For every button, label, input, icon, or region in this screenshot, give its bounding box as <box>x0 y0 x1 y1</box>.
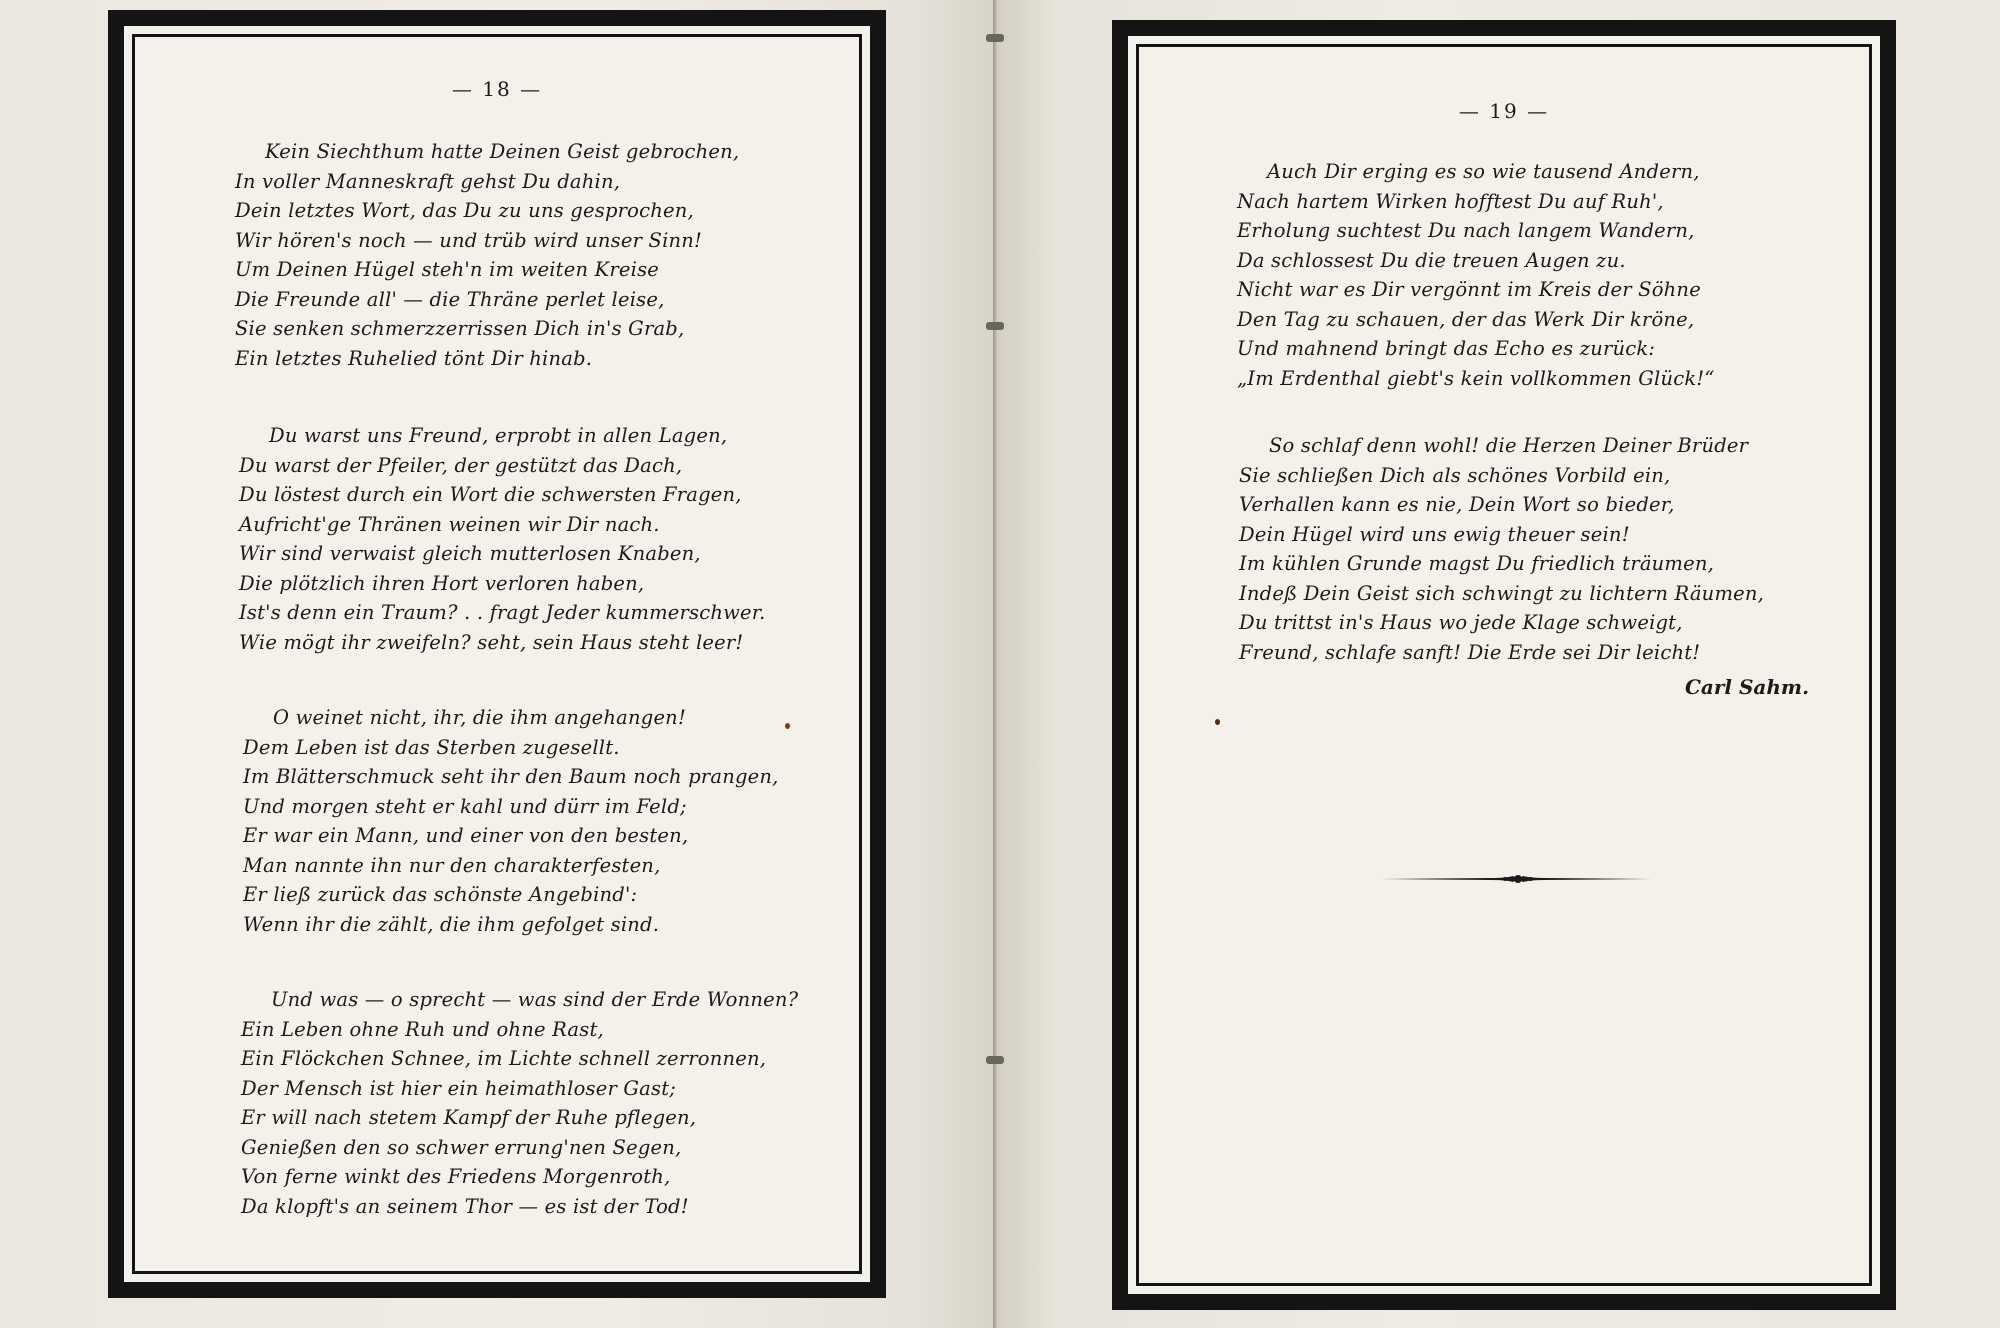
author-signature: Carl Sahm. <box>1685 675 1810 699</box>
page-number-18: — 18 — <box>451 77 543 101</box>
verse-line: Er will nach stetem Kampf der Ruhe pflegen, <box>241 1106 697 1129</box>
verse-line: Du warst der Pfeiler, der gestützt das Dach, <box>239 453 683 477</box>
verse-line: Er war ein Mann, und einer von den besten, <box>243 824 689 847</box>
binding-stitch <box>986 34 1004 42</box>
verse-line: Den Tag zu schauen, der das Werk Dir kröne, <box>1237 307 1695 331</box>
verse-line: Im kühlen Grunde magst Du friedlich träumen, <box>1239 552 1715 575</box>
verse-line: Nicht war es Dir vergönnt im Kreis der Söhne <box>1237 278 1701 301</box>
paper-fleck <box>785 723 790 729</box>
verse-line: Der Mensch ist hier ein heimathloser Gast; <box>241 1076 677 1100</box>
verse-line: In voller Manneskraft gehst Du dahin, <box>235 169 621 193</box>
verse-line: Verhallen kann es nie, Dein Wort so bieder, <box>1239 493 1675 516</box>
verse-line: Kein Siechthum hatte Deinen Geist gebrochen, <box>265 140 740 163</box>
right-stanza-1 <box>1237 157 1715 393</box>
binding-stitch <box>986 322 1004 330</box>
verse-line: Da schlossest Du die treuen Augen zu. <box>1237 248 1626 272</box>
verse-line: Da klopft's an seinem Thor — es ist der Tod! <box>241 1194 689 1218</box>
verse-line: O weinet nicht, ihr, die ihm angehangen! <box>273 706 686 729</box>
verse-line: Er ließ zurück das schönste Angebind': <box>243 883 638 906</box>
verse-line: Wenn ihr die zählt, die ihm gefolget sind. <box>243 912 660 936</box>
right-page <box>1136 44 1872 1286</box>
right-stanza-2 <box>1239 431 1764 667</box>
verse-line: Die Freunde all' — die Thräne perlet leise, <box>235 287 665 311</box>
left-page <box>132 34 862 1274</box>
ornamental-divider-icon <box>1381 869 1655 889</box>
verse-line: Du löstest durch ein Wort die schwersten Fragen, <box>239 483 742 506</box>
left-stanza-4 <box>241 985 798 1221</box>
verse-line: Aufricht'ge Thränen weinen wir Dir nach. <box>239 512 660 536</box>
verse-line: Erholung suchtest Du nach langem Wandern, <box>1237 219 1695 242</box>
verse-line: Dein letztes Wort, das Du zu uns gesprochen, <box>235 199 694 222</box>
left-stanza-3 <box>243 703 779 939</box>
verse-line: Nach hartem Wirken hofftest Du auf Ruh', <box>1237 189 1664 213</box>
verse-line: So schlaf denn wohl! die Herzen Deiner Brüder <box>1269 434 1749 457</box>
verse-line: Im Blätterschmuck seht ihr den Baum noch prangen, <box>243 765 779 788</box>
verse-line: Freund, schlafe sanft! Die Erde sei Dir leicht! <box>1239 640 1701 664</box>
verse-line: „Im Erdenthal giebt's kein vollkommen Glück!“ <box>1237 366 1715 390</box>
left-stanza-2 <box>239 421 766 657</box>
verse-line: Ist's denn ein Traum? . . fragt Jeder kummerschwer. <box>239 601 766 624</box>
verse-line: Um Deinen Hügel steh'n im weiten Kreise <box>235 258 660 281</box>
verse-line: Auch Dir erging es so wie tausend Andern, <box>1267 160 1700 183</box>
verse-line: Wir hören's noch — und trüb wird unser Sinn! <box>235 228 703 252</box>
binding-stitch <box>986 1056 1004 1064</box>
verse-line: Und was — o sprecht — was sind der Erde Wonnen? <box>271 988 799 1011</box>
page-number-19: — 19 — <box>1458 99 1550 123</box>
verse-line: Und mahnend bringt das Echo es zurück: <box>1237 337 1656 360</box>
left-stanza-1 <box>235 137 739 373</box>
verse-line: Indeß Dein Geist sich schwingt zu lichtern Räumen, <box>1239 581 1765 605</box>
verse-line: Du trittst in's Haus wo jede Klage schweigt, <box>1239 611 1683 634</box>
verse-line: Ein Leben ohne Ruh und ohne Rast, <box>241 1017 604 1041</box>
verse-line: Wir sind verwaist gleich mutterlosen Knaben, <box>239 542 701 565</box>
verse-line: Und morgen steht er kahl und dürr im Feld; <box>243 794 687 818</box>
verse-line: Wie mögt ihr zweifeln? seht, sein Haus steht leer! <box>239 630 744 654</box>
verse-line: Genießen den so schwer errung'nen Segen, <box>241 1135 682 1159</box>
verse-line: Man nannte ihn nur den charakterfesten, <box>243 853 661 877</box>
verse-line: Sie schließen Dich als schönes Vorbild ein, <box>1239 463 1671 487</box>
verse-line: Von ferne winkt des Friedens Morgenroth, <box>241 1165 671 1188</box>
verse-line: Ein letztes Ruhelied tönt Dir hinab. <box>235 346 593 370</box>
verse-line: Sie senken schmerzzerrissen Dich in's Grab, <box>235 317 685 340</box>
paper-fleck <box>1215 719 1220 725</box>
verse-line: Ein Flöckchen Schnee, im Lichte schnell zerronnen, <box>241 1047 767 1070</box>
verse-line: Dem Leben ist das Sterben zugesellt. <box>243 735 620 759</box>
verse-line: Die plötzlich ihren Hort verloren haben, <box>239 571 645 595</box>
verse-line: Du warst uns Freund, erprobt in allen Lagen, <box>269 424 728 447</box>
book-gutter <box>993 0 997 1328</box>
verse-line: Dein Hügel wird uns ewig theuer sein! <box>1239 522 1630 546</box>
